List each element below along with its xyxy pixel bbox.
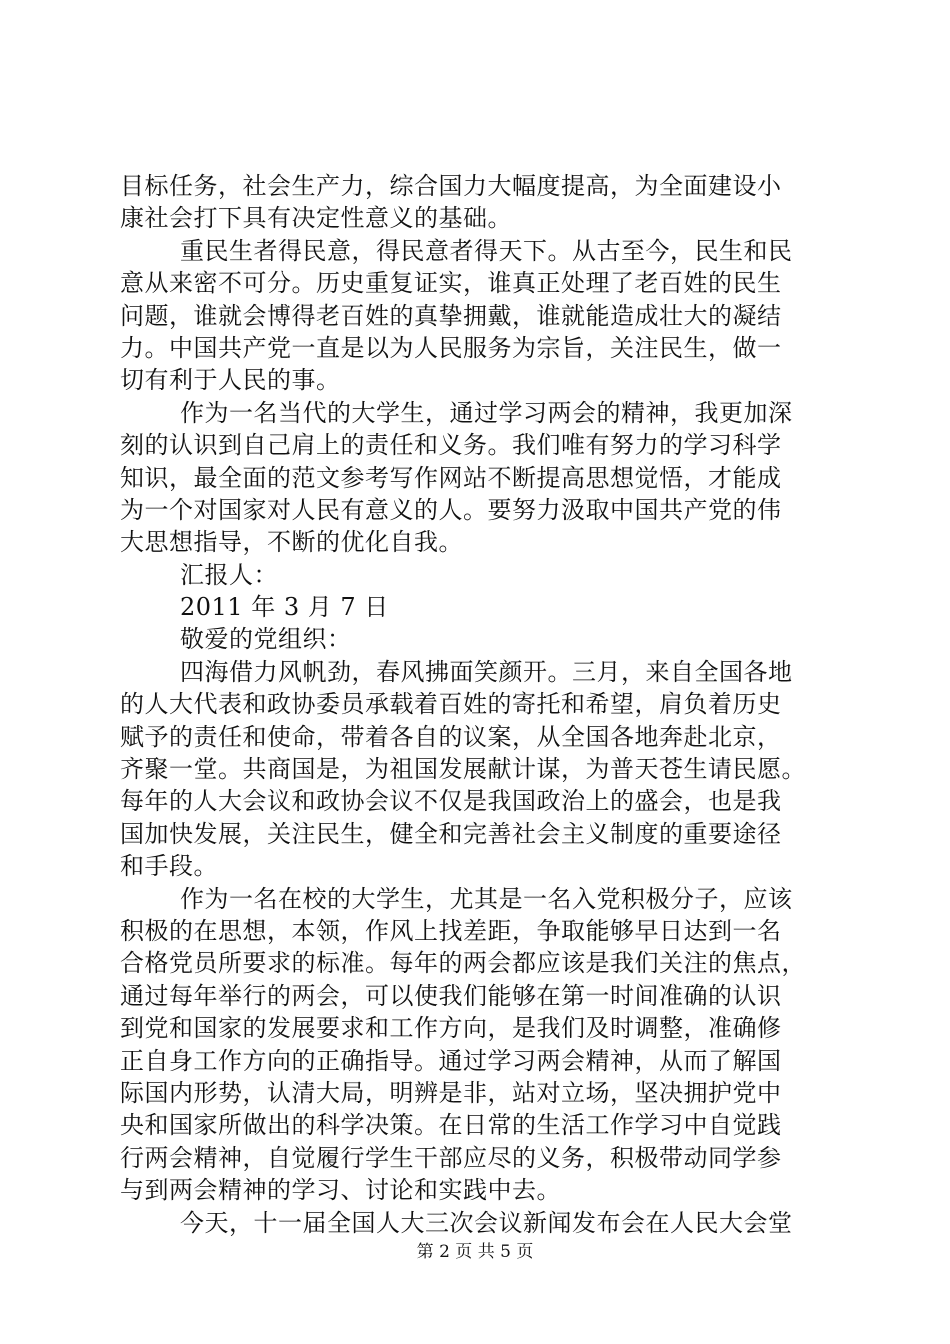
text-line: 力。中国共产党一直是以为人民服务为宗旨，关注民生，做一 <box>120 333 782 362</box>
text-line: 通过每年举行的两会，可以使我们能够在第一时间准确的认识 <box>120 981 782 1010</box>
text-line: 每年的人大会议和政协会议不仅是我国政治上的盛会，也是我 <box>120 787 782 816</box>
text-line: 国加快发展，关注民生，健全和完善社会主义制度的重要途径 <box>120 819 782 848</box>
text-line: 赋予的责任和使命，带着各自的议案，从全国各地奔赴北京， <box>120 722 782 751</box>
text-line: 刻的认识到自己肩上的责任和义务。我们唯有努力的学习科学 <box>120 431 782 460</box>
text-line: 知识，最全面的范文参考写作网站不断提高思想觉悟，才能成 <box>120 463 782 492</box>
text-line: 作为一名当代的大学生，通过学习两会的精神，我更加深 <box>180 398 793 427</box>
text-line: 合格党员所要求的标准。每年的两会都应该是我们关注的焦点， <box>120 949 806 978</box>
text-line: 齐聚一堂。共商国是，为祖国发展献计谋，为普天苍生请民愿。 <box>120 755 806 784</box>
text-line: 行两会精神，自觉履行学生干部应尽的义务，积极带动同学参 <box>120 1143 782 1172</box>
text-line: 敬爱的党组织： <box>180 625 352 654</box>
text-line: 的人大代表和政协委员承载着百姓的寄托和希望，肩负着历史 <box>120 690 782 719</box>
text-line: 正自身工作方向的正确指导。通过学习两会精神，从而了解国 <box>120 1046 782 1075</box>
text-line: 汇报人： <box>180 560 278 589</box>
text-line: 今天，十一届全国人大三次会议新闻发布会在人民大会堂 <box>180 1208 793 1237</box>
text-line: 作为一名在校的大学生，尤其是一名入党积极分子，应该 <box>180 884 793 913</box>
text-line: 为一个对国家对人民有意义的人。要努力汲取中国共产党的伟 <box>120 495 782 524</box>
text-line: 际国内形势，认清大局，明辨是非，站对立场，坚决拥护党中 <box>120 1078 782 1107</box>
text-line: 四海借力风帆劲，春风拂面笑颜开。三月，来自全国各地 <box>180 657 793 686</box>
text-line: 问题，谁就会博得老百姓的真挚拥戴，谁就能造成壮大的凝结 <box>120 301 782 330</box>
text-line: 康社会打下具有决定性意义的基础。 <box>120 204 512 233</box>
text-line: 重民生者得民意，得民意者得天下。从古至今，民生和民 <box>180 236 793 265</box>
text-line: 目标任务，社会生产力，综合国力大幅度提高，为全面建设小 <box>120 172 782 200</box>
text-line: 大思想指导，不断的优化自我。 <box>120 528 463 557</box>
text-line: 与到两会精神的学习、讨论和实践中去。 <box>120 1176 561 1205</box>
text-line: 切有利于人民的事。 <box>120 366 341 395</box>
text-line: 2011 年 3 月 7 日 <box>180 593 389 622</box>
text-line: 央和国家所做出的科学决策。在日常的生活工作学习中自觉践 <box>120 1111 782 1140</box>
text-line: 到党和国家的发展要求和工作方向，是我们及时调整，准确修 <box>120 1014 782 1043</box>
text-line: 意从来密不可分。历史重复证实，谁真正处理了老百姓的民生 <box>120 269 782 298</box>
text-line: 积极的在思想，本领，作风上找差距，争取能够早日达到一名 <box>120 916 782 945</box>
page-number-footer: 第 2 页 共 5 页 <box>416 1242 534 1262</box>
text-line: 和手段。 <box>120 852 218 881</box>
document-body <box>120 170 840 1239</box>
